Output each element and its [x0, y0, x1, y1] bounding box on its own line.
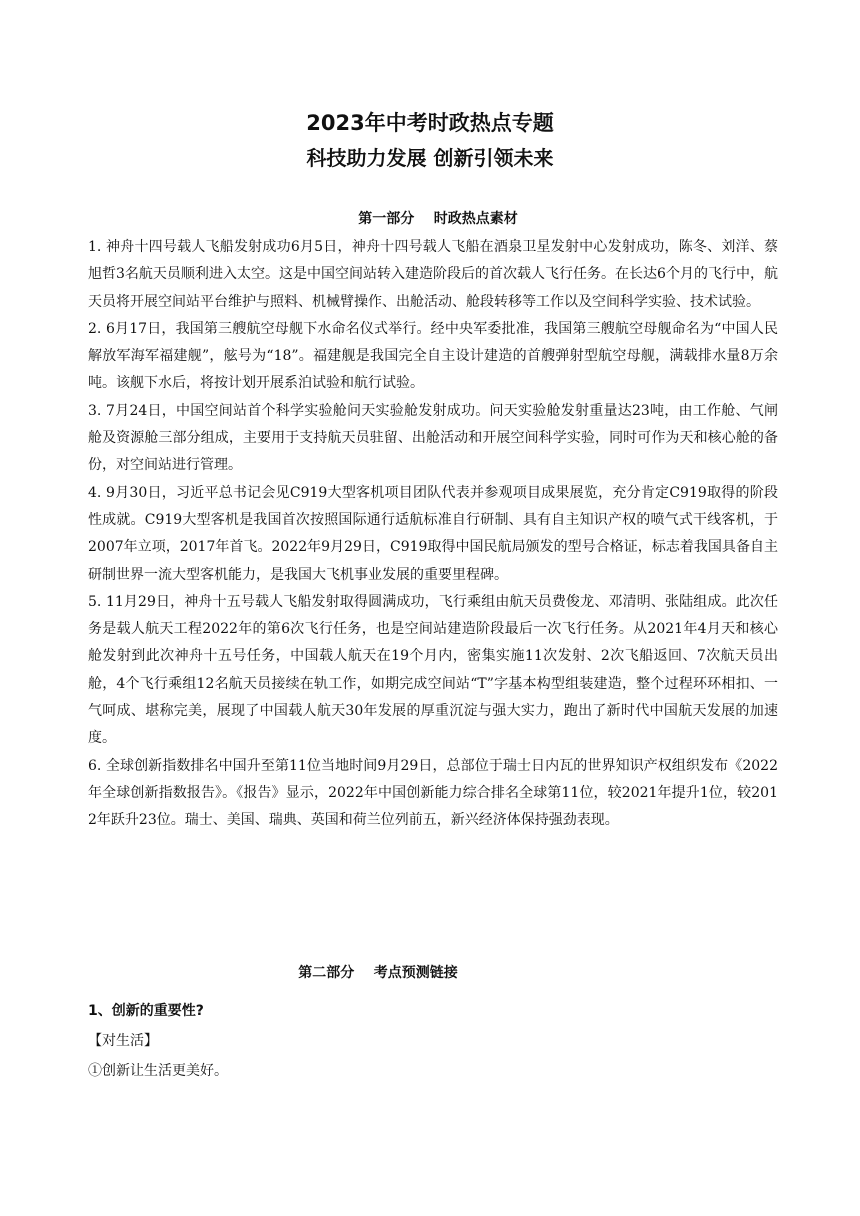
- part2-heading: 第二部分 考点预测链接: [298, 965, 458, 981]
- part1-heading: 第一部分 时政热点素材: [358, 211, 518, 227]
- part2-body: [88, 996, 778, 1086]
- news-item-2: 2. 6月17日，我国第三艘航空母舰下水命名仪式举行。经中央军委批准，我国第三艘航空母舰命名为“中国人民解放军海军福建舰”，舷号为“18”。福建舰是我国完全自主设计建造的首艘弹射型航空母舰，满载排水量8万余吨。该舰下水后，将按计划开展系泊试验和航行试验。: [88, 320, 778, 392]
- document-title: 2023年中考时政热点专题: [306, 111, 554, 135]
- sub-heading: 【对生活】: [88, 1033, 158, 1049]
- question-heading: 1、创新的重要性?: [88, 1003, 204, 1019]
- news-item-5: 5. 11月29日，神舟十五号载人飞船发射取得圆满成功，飞行乘组由航天员费俊龙、邓清明、张陆组成。此次任务是载人航天工程2022年的第6次飞行任务，也是空间站建造阶段最后一次飞行任务。从2021年4月天和核心舱发射到此次神舟十五号任务，中国载人航天在19个月内，密集实施11次发射、2次飞船返回、7次航天员出舱，4个飞行乘组12名航天员接续在轨工作，如期完成空间站“T”字基本构型组装建造，整个过程环环相扣、一气呵成、堪称完美，展现了中国载人航天30年发展的厚重沉淀与强大实力，跑出了新时代中国航天发展的加速度。: [88, 593, 778, 747]
- news-item-6: 6. 全球创新指数排名中国升至第11位当地时间9月29日，总部位于瑞士日内瓦的世界知识产权组织发布《2022年全球创新指数报告》。《报告》显示，2022年中国创新能力综合排名全球第11位，较2021年提升1位，较2012年跃升23位。瑞士、美国、瑞典、英国和荷兰位列前五，新兴经济体保持强劲表现。: [88, 757, 778, 829]
- news-item-1: 1. 神舟十四号载人飞船发射成功6月5日，神舟十四号载人飞船在酒泉卫星发射中心发射成功，陈冬、刘洋、蔡旭哲3名航天员顺利进入太空。这是中国空间站转入建造阶段后的首次载人飞行任务。在长达6个月的飞行中，航天员将开展空间站平台维护与照料、机械臂操作、出舱活动、舱段转移等工作以及空间科学实验、技术试验。: [88, 239, 778, 310]
- news-item-4: 4. 9月30日，习近平总书记会见C919大型客机项目团队代表并参观项目成果展览，充分肯定C919取得的阶段性成就。C919大型客机是我国首次按照国际通行适航标准自行研制、具有自主知识产权的喷气式干线客机，于2007年立项，2017年首飞。2022年9月29日，C919取得中国民航局颁发的型号合格证，标志着我国具备自主研制世界一流大型客机能力，是我国大飞机事业发展的重要里程碑。: [88, 484, 778, 583]
- document-subtitle: 科技助力发展 创新引领未来: [306, 146, 554, 170]
- part1-body: [88, 234, 778, 835]
- news-item-3: 3. 7月24日，中国空间站首个科学实验舱问天实验舱发射成功。问天实验舱发射重量达23吨，由工作舱、气闸舱及资源舱三部分组成，主要用于支持航天员驻留、出舱活动和开展空间科学实验，同时可作为天和核心舱的备份，对空间站进行管理。: [88, 402, 778, 474]
- answer-point: ①创新让生活更美好。: [88, 1063, 228, 1079]
